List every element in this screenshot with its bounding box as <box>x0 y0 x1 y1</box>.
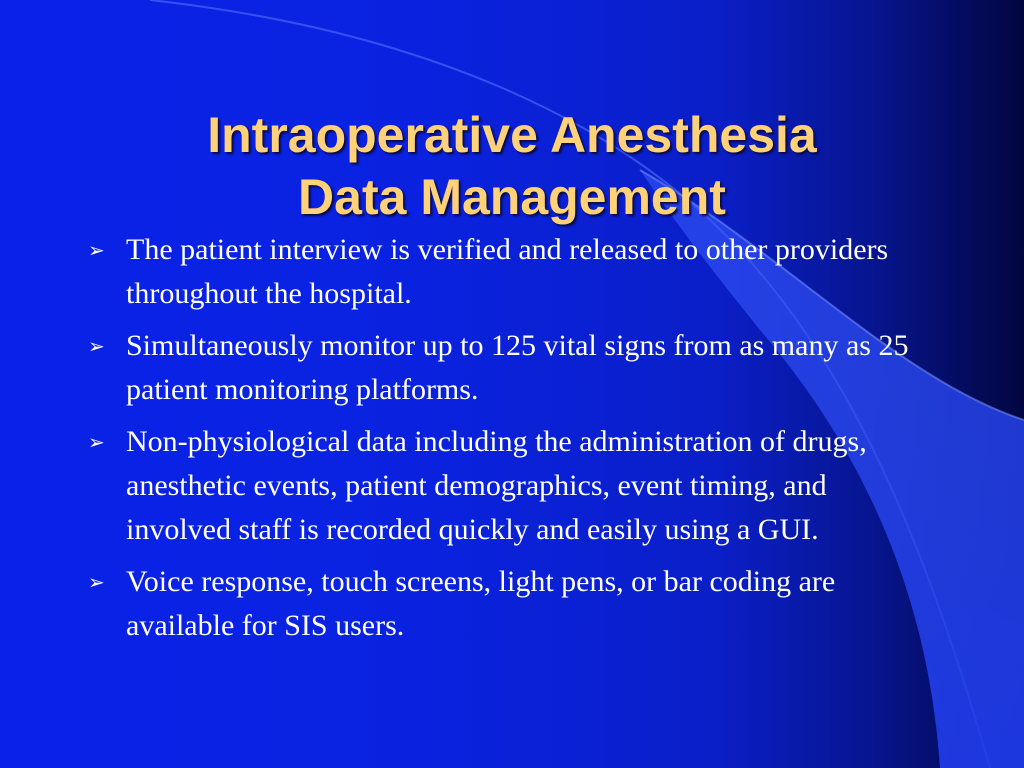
arrow-bullet-icon: ➢ <box>88 430 105 454</box>
title-line-1: Intraoperative Anesthesia <box>207 106 817 163</box>
bullet-text: Non-physiological data including the administration of drugs, anesthetic events, patient demographics, event timing, and involved staff is recorded quickly and easily using a GUI. <box>126 425 867 546</box>
arrow-bullet-icon: ➢ <box>88 238 105 262</box>
slide-title <box>0 104 1024 228</box>
bullet-item <box>88 420 938 552</box>
bullet-text: The patient interview is verified and released to other providers throughout the hospital. <box>126 233 889 310</box>
bullet-list <box>88 228 938 656</box>
bullet-text: Voice response, touch screens, light pens, or bar coding are available for SIS users. <box>126 565 836 642</box>
arrow-bullet-icon: ➢ <box>88 334 105 358</box>
bullet-item <box>88 228 938 316</box>
bullet-item <box>88 560 938 648</box>
title-line-2: Data Management <box>298 168 726 225</box>
bullet-item <box>88 324 938 412</box>
arrow-bullet-icon: ➢ <box>88 570 105 594</box>
bullet-text: Simultaneously monitor up to 125 vital signs from as many as 25 patient monitoring platforms. <box>126 329 909 406</box>
